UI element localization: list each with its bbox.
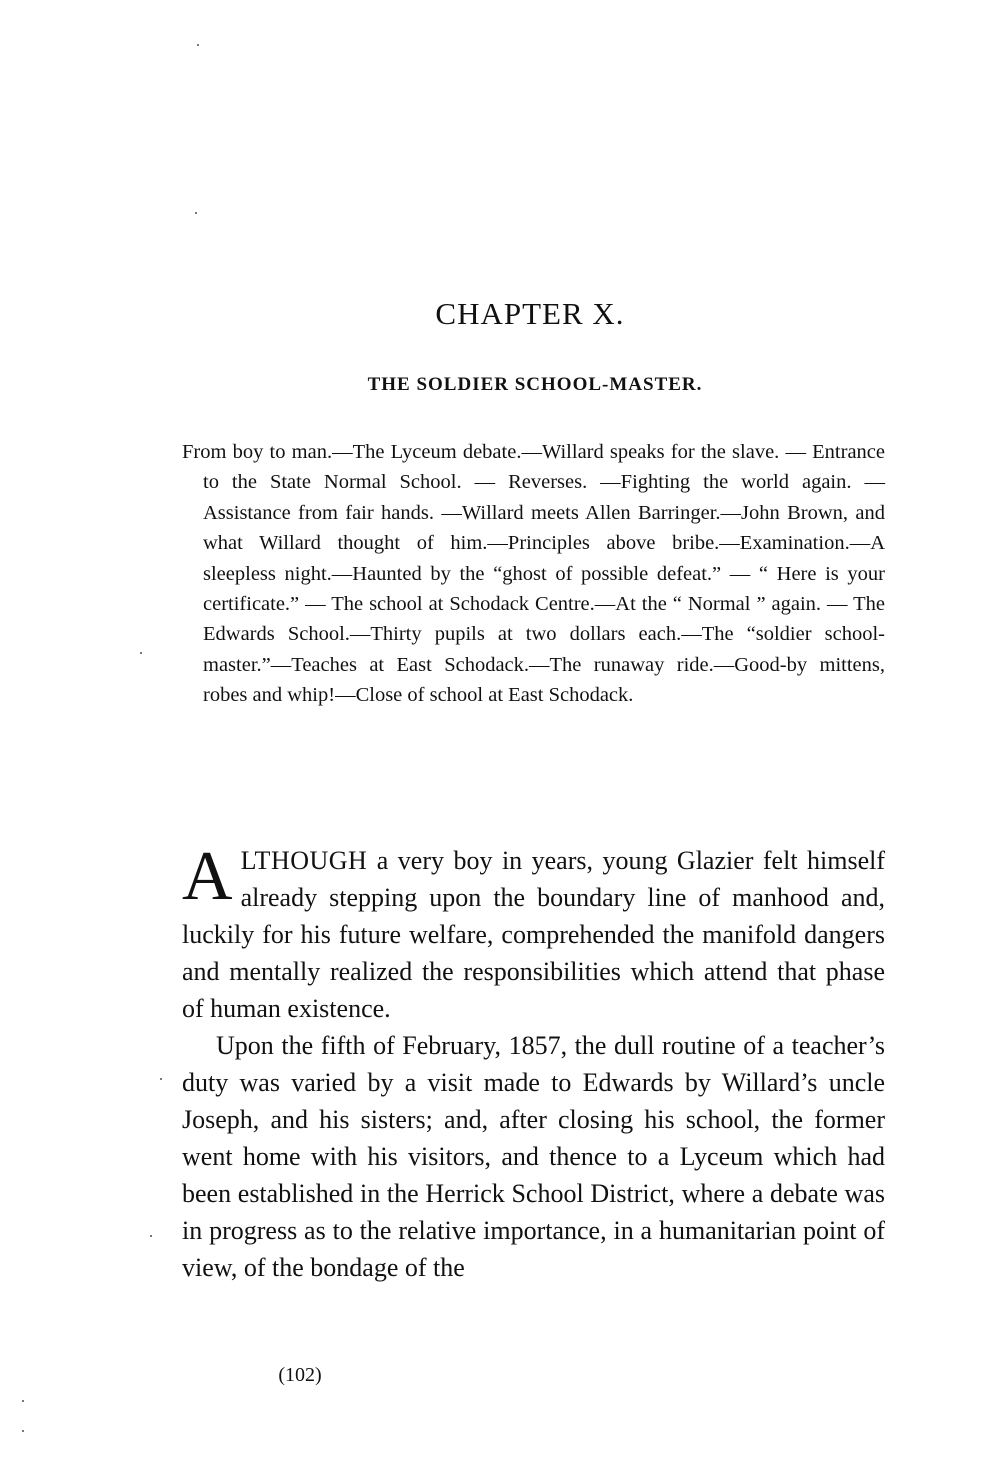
- lead-caps: LTHOUGH: [240, 846, 368, 875]
- body-text: [182, 838, 885, 1286]
- chapter-subtitle: THE SOLDIER SCHOOL-MASTER.: [367, 374, 703, 395]
- scan-speck: [140, 652, 142, 654]
- drop-cap: A: [182, 838, 233, 915]
- paragraph-2: Upon the fifth of February, 1857, the dull routine of a teacher’s duty was varied by a visit made to Edwards by Willard’s uncle Joseph, and his sisters; and, after closing his school, the former went home with his visitors, and thence to a Lyceum which had been established in the Herrick School District, where a debate was in progress as to the relative importance, in a humanitarian point of view, of the bondage of the: [182, 1031, 885, 1282]
- page-number: (102): [278, 1364, 322, 1386]
- paragraph-1-text: a very boy in years, young Glazier felt himself already stepping upon the boundary line of manhood and, luckily for his future welfare, comprehended the manifold dangers and mentally realized the responsibilities which attend that phase of human existence.: [182, 846, 885, 1023]
- scan-speck: [197, 44, 199, 46]
- chapter-synopsis: From boy to man.—The Lyceum debate.—Willard speaks for the slave. — Entrance to the State Normal School. — Reverses. —Fighting the world again. — Assistance from fair hands. —Willard meets Allen Barringer.—John Brown, and what Willard thought of him.—Principles above bribe.—Examination.—A sleepless night.—Haunted by the “ghost of possible defeat.” — “ Here is your certificate.” — The school at Schodack Centre.—At the “ Normal ” again. — The Edwards School.—Thirty pupils at two dollars each.—The “soldier school-master.”—Teaches at East Schodack.—The runaway ride.—Good-by mittens, robes and whip!—Close of school at East Schodack.: [182, 441, 885, 707]
- scan-speck: [195, 212, 197, 214]
- paragraph-1: [182, 838, 885, 1027]
- scan-speck: [22, 1430, 24, 1432]
- scan-speck: [150, 1235, 152, 1237]
- scan-speck: [160, 1078, 162, 1080]
- chapter-title: CHAPTER X.: [435, 296, 625, 331]
- scan-speck: [22, 1400, 24, 1402]
